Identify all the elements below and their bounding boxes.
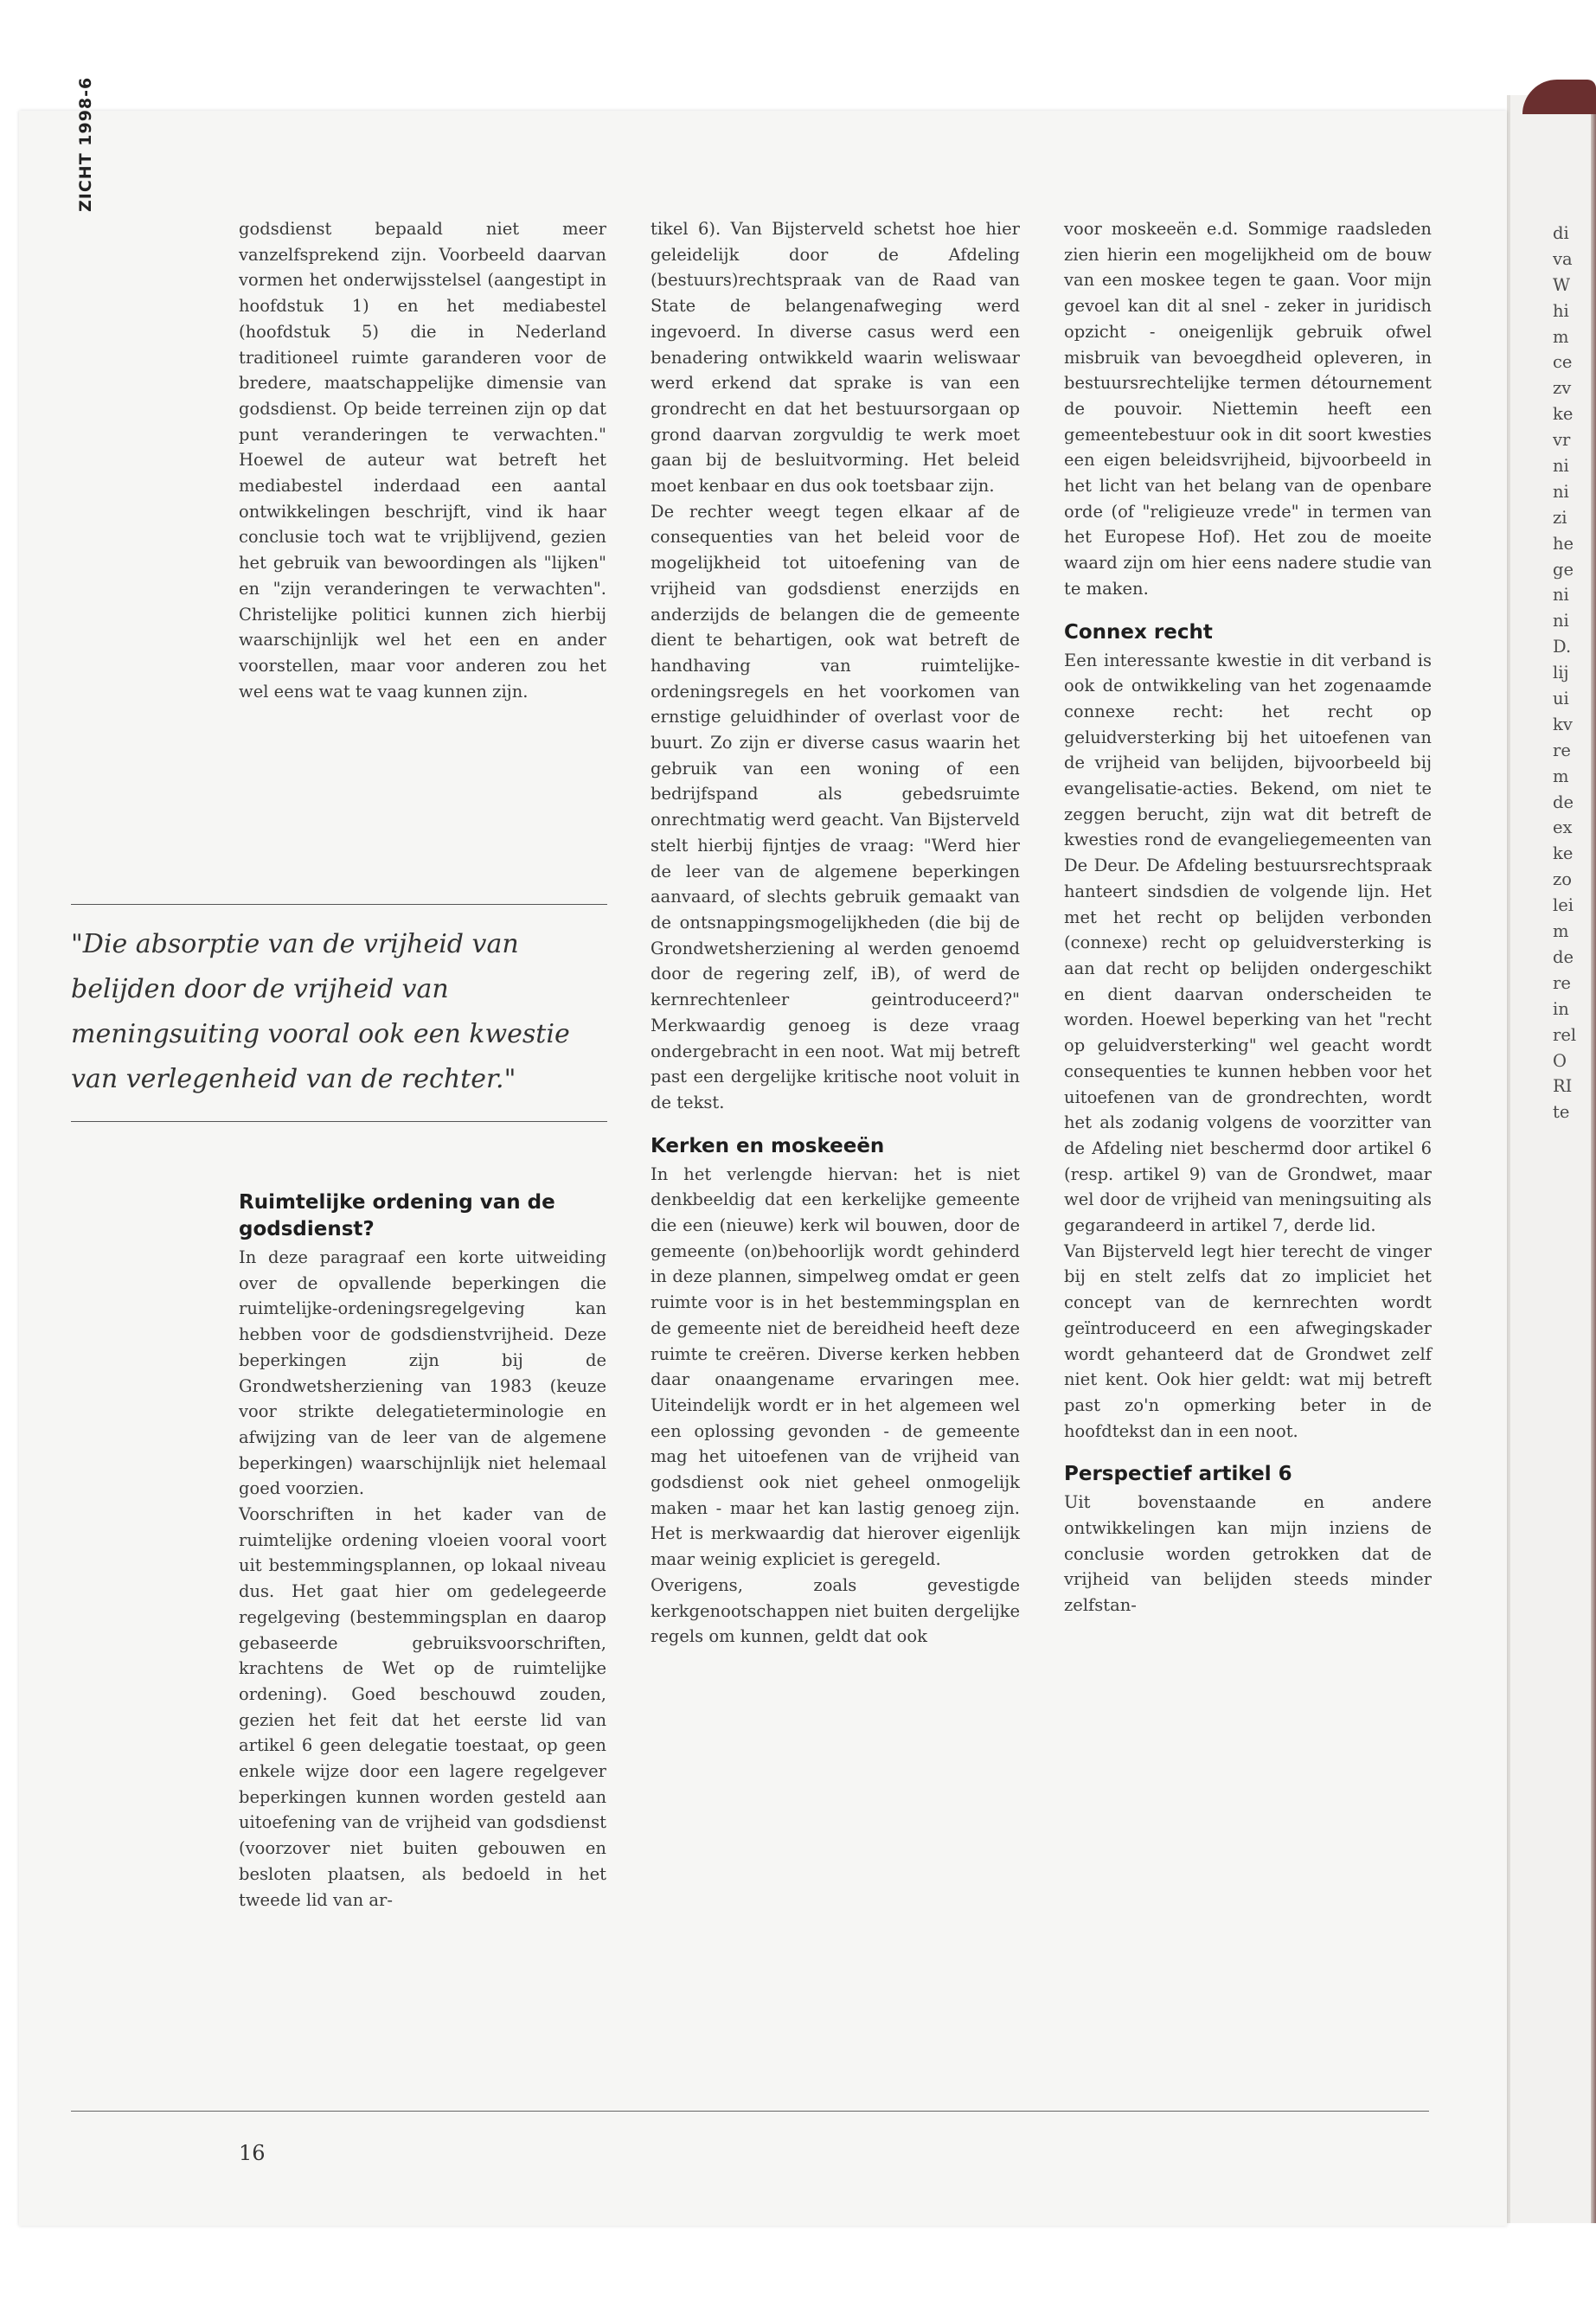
next-page-fragment: ke xyxy=(1553,404,1574,425)
next-page-fragment: ex xyxy=(1553,817,1573,838)
next-page-fragment: de xyxy=(1553,792,1574,812)
paragraph: De rechter weegt tegen elkaar af de consequenties van het beleid voor de mogelijkheid tot uitoefening van de vrijheid van godsdienst enerzijds en anderzijds de belangen die de gemeente dient te behartigen, ook wat betreft de handhaving van ruimtelijke-ordeningsregels en het voorkomen van ernstige geluidhinder of overlast voor de buurt. Zo zijn er diverse casus waarin het gebruik van een woning of een bedrijfspand als gebedsruimte onrechtmatig werd geacht. Van Bijsterveld stelt hierbij fijntjes de vraag: "Werd hier de leer van de algemene beperkingen aanvaard, of slechts gebruik gemaakt van de ontsnappingsmogelijkheden (die bij de Grondwetsherziening al werden genoemd door de regering zelf, iB), of werd de kernrechtenleer geintroduceerd?" Merkwaardig genoeg is deze vraag ondergebracht in een noot. Wat mij betreft past een dergelijke kritische noot voluit in de tekst. xyxy=(651,501,1020,1112)
next-page-fragment: D. xyxy=(1553,637,1572,657)
next-page-text-fragments xyxy=(1553,221,1587,1125)
section-heading: Perspectief artikel 6 xyxy=(1064,1463,1292,1486)
paragraph: godsdienst bepaald niet meer vanzelfsprekend zijn. Voorbeeld daarvan vormen het onderwijsstelsel (aangestipt in hoofdstuk 1) en het mediabestel (hoofdstuk 5) die in Nederland traditioneel ruimte garanderen voor de bredere, maatschappelijke dimensie van godsdienst. Op beide terreinen zijn op dat punt veranderingen te verwachten." Hoewel de auteur wat betreft het mediabestel inderdaad een aantal ontwikkelingen beschrijft, vind ik haar conclusie toch wat te vrijblijvend, gezien het gebruik van bewoordingen als "lijken" en "zijn veranderingen te verwachten". Christelijke politici kunnen zich hierbij waarschijnlijk wel het een en ander voorstellen, maar voor anderen zou het wel eens wat te vaag kunnen zijn. xyxy=(239,219,606,702)
column-1-section xyxy=(239,1189,606,1913)
section-heading: Ruimtelijke ordening van de godsdienst? xyxy=(239,1191,555,1240)
next-page-fragment: ni xyxy=(1553,481,1569,502)
next-page-fragment: vr xyxy=(1553,430,1571,451)
next-page-fragment: O xyxy=(1553,1050,1567,1071)
next-page-fragment: m xyxy=(1553,766,1569,786)
next-page-fragment: de xyxy=(1553,946,1574,967)
paragraph: In het verlengde hiervan: het is niet denkbeeldig dat een kerkelijke gemeente die een (nieuwe) kerk wil bouwen, door de gemeente (on)behoorlijk wordt gehinderd in deze plannen, simpelweg omdat er geen ruimte voor is in het bestemmingsplan en de gemeente niet de bereidheid heeft deze ruimte te creëren. Diverse kerken hebben daar onaangename ervaringen mee. Uiteindelijk wordt er in het algemeen wel een oplossing gevonden - de gemeente mag het uitoefenen van de vrijheid van godsdienst ook niet geheel onmogelijk maken - maar het kan lastig genoeg zijn. Het is merkwaardig dat hierover eigenlijk maar weinig expliciet is geregeld. xyxy=(651,1163,1020,1570)
column-1 xyxy=(239,216,606,704)
paragraph: Overigens, zoals gevestigde kerkgenootschappen niet buiten dergelijke regels om kunnen, geldt dat ook xyxy=(651,1574,1020,1647)
book-binding-corner xyxy=(1522,80,1596,114)
column-3 xyxy=(1064,216,1432,1618)
next-page-fragment: RI xyxy=(1553,1076,1573,1097)
paragraph: Uit bovenstaande en andere ontwikkelingen kan mijn inziens de conclusie worden getrokken dat de vrijheid van belijden steeds minder zelfstan- xyxy=(1064,1492,1432,1616)
paragraph: Voorschriften in het kader van de ruimtelijke ordening vloeien vooral voort uit bestemmingsplannen, op lokaal niveau dus. Het gaat hier om gedelegeerde regelgeving (bestemmingsplan en daarop gebaseerde gebruiksvoorschriften, krachtens de Wet op de ruimtelijke ordening). Goed beschouwd zouden, gezien het feit dat het eerste lid van artikel 6 geen delegatie toestaat, op geen enkele wijze door een lagere regelgever beperkingen kunnen worden gesteld aan uitoefening van de vrijheid van godsdienst (voorzover niet buiten gebouwen en besloten plaatsen, als bedoeld in het tweede lid van ar- xyxy=(239,1504,606,1910)
next-page-fragment: re xyxy=(1553,740,1571,760)
next-page-fragment: rel xyxy=(1553,1024,1577,1045)
next-page-fragment: va xyxy=(1553,248,1573,269)
section-heading: Kerken en moskeeën xyxy=(651,1134,885,1157)
next-page-fragment: ni xyxy=(1553,456,1569,477)
next-page-fragment: ui xyxy=(1553,689,1569,709)
next-page-fragment: lij xyxy=(1553,663,1569,683)
paragraph: In deze paragraaf een korte uitweiding over de opvallende beperkingen die ruimtelijke-ordeningsregelgeving kan hebben voor de godsdienstvrijheid. Deze beperkingen zijn bij de Grondwetsherziening van 1983 (keuze voor strikte delegatieterminologie en afwijzing van de leer van de algemene beperkingen) waarschijnlijk niet helemaal goed voorzien. xyxy=(239,1247,606,1499)
next-page-fragment: in xyxy=(1553,998,1569,1019)
next-page-fragment: zv xyxy=(1553,378,1572,399)
next-page-fragment: re xyxy=(1553,972,1571,993)
paragraph: Van Bijsterveld legt hier terecht de vinger bij en stelt zelfs dat zo impliciet het concept van de kernrechten wordt geïntroduceerd en een afwegingskader wordt gehanteerd dat de Grondwet zelf niet kent. Ook hier geldt: wat mij betreft past zo'n opmerking beter in de hoofdtekst dan in een noot. xyxy=(1064,1240,1432,1441)
next-page-fragment: ge xyxy=(1553,559,1574,580)
paragraph: voor moskeeën e.d. Sommige raadsleden zien hierin een mogelijkheid om de bouw van een moskee tegen te gaan. Voor mijn gevoel kan dit al snel - zeker in juridisch opzicht - oneigenlijk gebruik ofwel misbruik van bevoegdheid opleveren, in bestuursrechtelijke termen détournement de pouvoir. Niettemin heeft een gemeentebestuur ook in dit soort kwesties een eigen beleidsvrijheid, bijvoorbeeld in het licht van het belang van de openbare orde (of "religieuze vrede" in termen van het Europese Hof). Het zou de moeite waard zijn om hier eens nadere studie van te maken. xyxy=(1064,219,1432,599)
next-page-fragment: kv xyxy=(1553,714,1573,734)
paragraph: Een interessante kwestie in dit verband is ook de ontwikkeling van het zogenaamde connexe recht: het recht op geluidversterking bij het uitoefenen van de vrijheid van belijden, bijvoorbeeld bij evangelisatie-acties. Bekend, om niet te zeggen berucht, zijn wat dit betreft de kwesties rond de evangeliegemeenten van De Deur. De Afdeling bestuursrechtspraak hanteert sindsdien de volgende lijn. Het met het recht op belijden verbonden (connexe) recht op geluidversterking is aan dat recht op belijden ondergeschikt en dient daarvan onderscheiden te worden. Hoewel beperking van het "recht op geluidversterking" wel geacht wordt consequenties te kunnen hebben voor het uitoefenen van de grondrechten, wordt het als zodanig volgens de voorzitter van de Afdeling niet beschermd door artikel 6 (resp. artikel 9) van de Grondwet, maar wel door de vrijheid van meningsuiting als gegarandeerd in artikel 7, derde lid. xyxy=(1064,650,1432,1236)
next-page-fragment: di xyxy=(1553,223,1569,243)
page-number: 16 xyxy=(239,2141,266,2165)
section-heading: Connex recht xyxy=(1064,620,1213,644)
next-page-fragment: m xyxy=(1553,326,1569,347)
pull-quote: "Die absorptie van de vrijheid van belijden door de vrijheid van meningsuiting vooral ook een kwestie van verlegenheid van de rechter." xyxy=(71,904,607,1122)
column-2 xyxy=(651,216,1020,1650)
footer-rule xyxy=(71,2111,1429,2112)
next-page-fragment: lei xyxy=(1553,895,1574,916)
next-page-fragment: he xyxy=(1553,533,1574,554)
next-page-fragment: ni xyxy=(1553,585,1569,606)
next-page-fragment: hi xyxy=(1553,300,1569,321)
next-page-fragment: ke xyxy=(1553,843,1574,864)
next-page-fragment: W xyxy=(1553,274,1571,295)
next-page-fragment: ni xyxy=(1553,611,1569,631)
next-page-fragment: ce xyxy=(1553,352,1573,373)
next-page-fragment: m xyxy=(1553,921,1569,942)
paragraph: tikel 6). Van Bijsterveld schetst hoe hier geleidelijk door de Afdeling (bestuurs)rechtspraak van de Raad van State de belangenafweging werd ingevoerd. In diverse casus werd een benadering ontwikkeld waarin weliswaar werd erkend dat sprake is van een grondrecht en dat het bestuursorgaan op grond daarvan zorgvuldig te werk moet gaan bij de besluitvorming. Het beleid moet kenbaar en dus ook toetsbaar zijn. xyxy=(651,219,1020,497)
next-page-fragment: zo xyxy=(1553,869,1573,890)
next-page-fragment: te xyxy=(1553,1102,1570,1123)
running-head: ZICHT 1998-6 xyxy=(76,76,95,212)
next-page-fragment: zi xyxy=(1553,507,1567,528)
book-binding-edge xyxy=(1591,95,1596,2223)
